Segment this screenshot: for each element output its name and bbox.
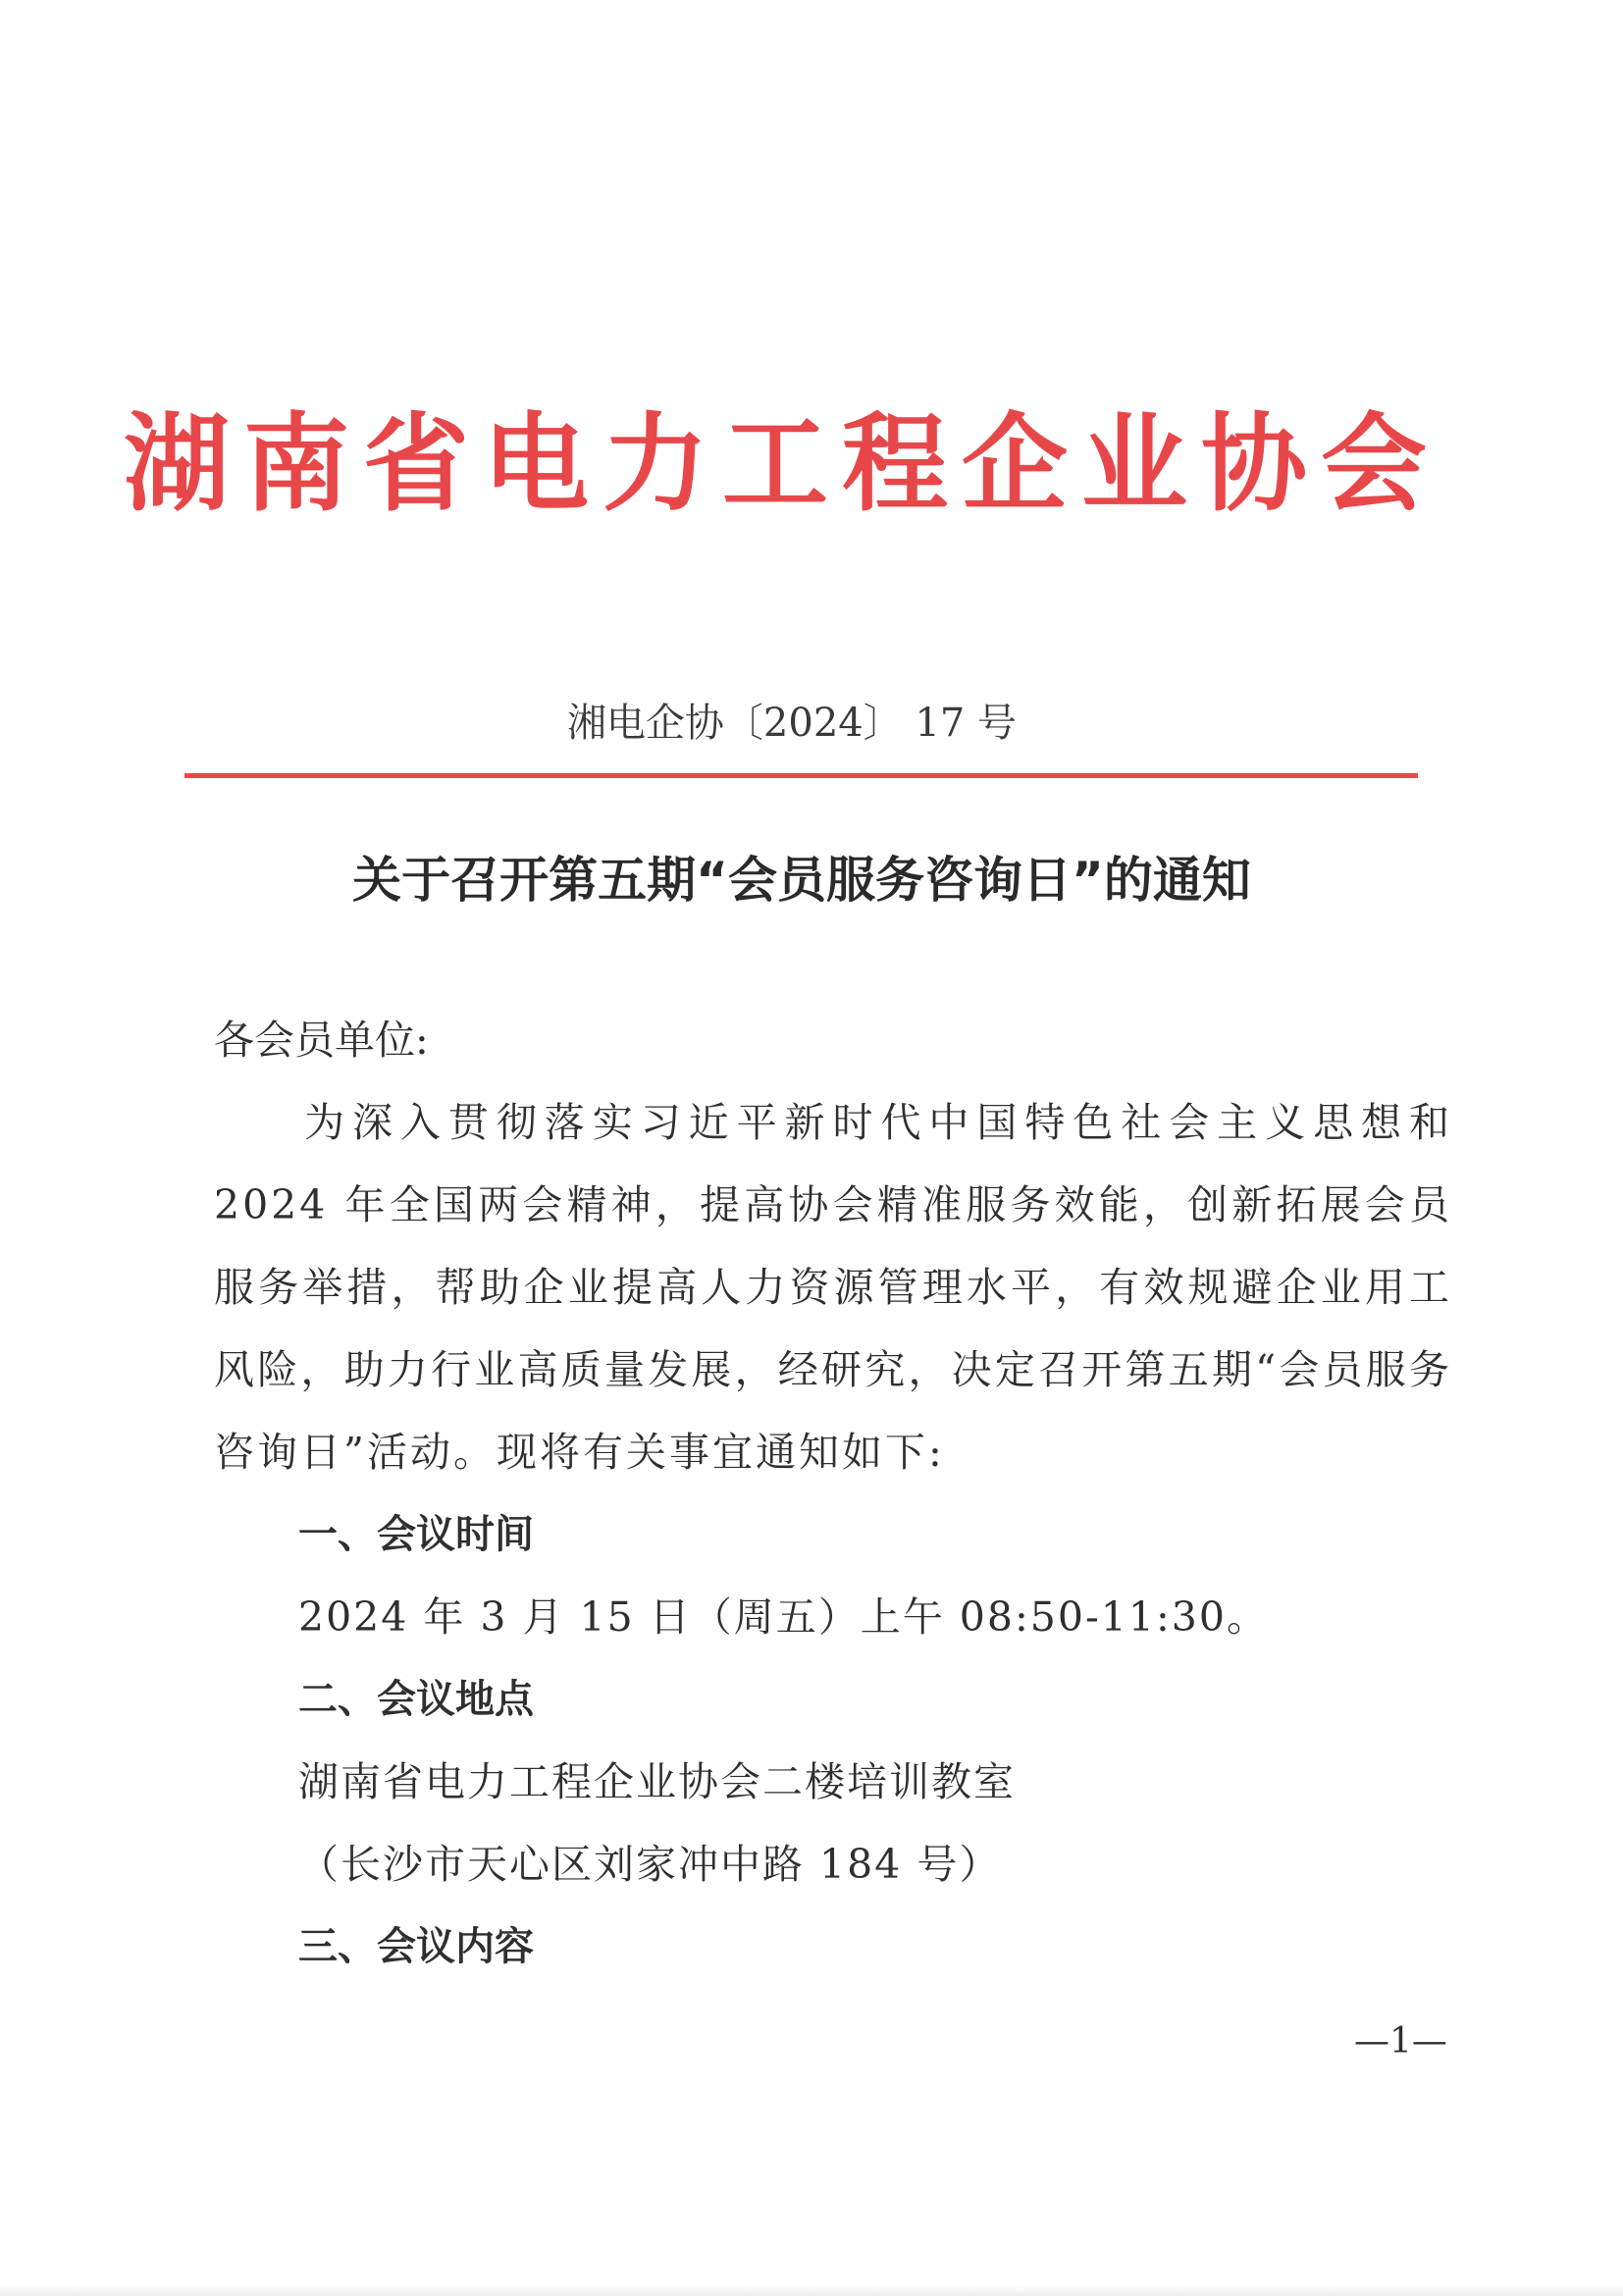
document-body [214,999,1452,1988]
intro-paragraph: 为深入贯彻落实习近平新时代中国特色社会主义思想和 2024 年全国两会精神，提高协会精准服务效能，创新拓展会员服务举措，帮助企业提高人力资源管理水平，有效规避企业用工风险，助力行业高质量发展，经研究，决定召开第五期“会员服务咨询日”活动。现将有关事宜通知如下: [214,1099,1452,1476]
document-number: 湘电企协〔2024〕 17 号 [566,701,1018,746]
section-heading-location: 二、会议地点 [298,1677,534,1722]
meeting-time: 2024 年 3 月 15 日（周五）上午 08:50-11:30。 [298,1593,1269,1641]
document-title: 关于召开第五期“会员服务咨询日”的通知 [352,852,1251,909]
red-divider-line [184,773,1418,778]
organization-masthead: 湖南省电力工程企业协会 [123,403,1440,526]
meeting-location: 湖南省电力工程企业协会二楼培训教室 [298,1758,1016,1805]
section-heading-time: 一、会议时间 [298,1512,534,1557]
meeting-address: （长沙市天心区刘家冲中路 184 号） [298,1841,1002,1888]
section-heading-content: 三、会议内容 [298,1924,534,1969]
page-number: —1— [1354,2021,1447,2061]
scan-edge-shadow [0,2286,1623,2296]
salutation: 各会员单位: [214,1017,429,1064]
